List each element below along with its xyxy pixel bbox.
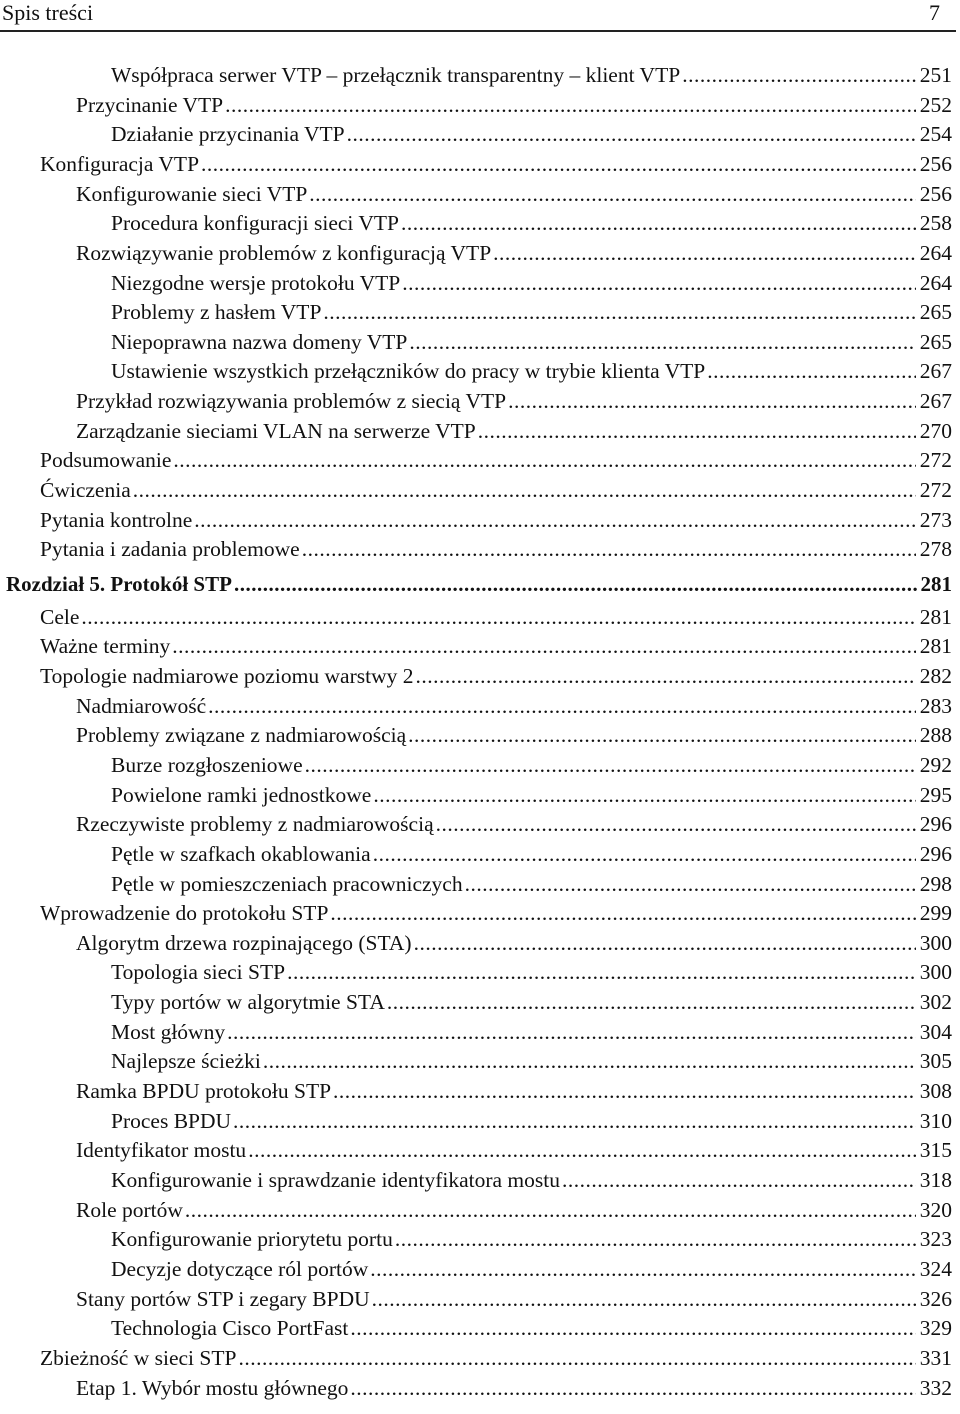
toc-entry-title: Przykład rozwiązywania problemów z siecią VTP [76, 389, 507, 413]
toc-entry[interactable] [76, 1197, 952, 1223]
toc-entry-page-number: 267 [919, 359, 952, 383]
toc-entry[interactable] [111, 1019, 952, 1045]
toc-entry-title: Cele [40, 605, 80, 629]
toc-dot-leader [347, 121, 916, 147]
toc-dot-leader [372, 1286, 916, 1312]
toc-dot-leader [173, 447, 915, 473]
toc-entry[interactable] [40, 477, 952, 503]
toc-entry-page-number: 270 [919, 419, 952, 443]
toc-dot-leader [225, 92, 916, 118]
toc-entry-title: Decyzje dotyczące ról portów [111, 1257, 369, 1281]
toc-entry[interactable] [111, 959, 952, 985]
toc-dot-leader [227, 1019, 916, 1045]
toc-dot-leader [81, 604, 915, 630]
toc-dot-leader [309, 181, 915, 207]
toc-entry-title: Rozdział 5. Protokół STP [6, 572, 232, 596]
toc-dot-leader [263, 1048, 916, 1074]
toc-entry[interactable] [40, 447, 952, 473]
toc-entry[interactable] [40, 151, 952, 177]
toc-dot-leader [414, 930, 916, 956]
toc-entry-page-number: 304 [919, 1020, 952, 1044]
toc-entry[interactable] [111, 1108, 952, 1134]
toc-entry-title: Ćwiczenia [40, 478, 131, 502]
toc-entry-page-number: 300 [919, 960, 952, 984]
toc-entry-page-number: 281 [919, 605, 952, 629]
toc-entry-page-number: 258 [919, 211, 952, 235]
toc-dot-leader [350, 1315, 915, 1341]
toc-entry-title: Podsumowanie [40, 448, 172, 472]
toc-entry[interactable] [111, 299, 952, 325]
toc-entry[interactable] [111, 1226, 952, 1252]
toc-entry[interactable] [111, 1167, 952, 1193]
toc-dot-leader [387, 989, 916, 1015]
toc-entry-page-number: 281 [919, 634, 952, 658]
toc-entry-page-number: 282 [919, 664, 952, 688]
header-title: Spis treści [2, 0, 94, 25]
toc-entry-page-number: 252 [919, 93, 952, 117]
toc-entry[interactable] [40, 604, 952, 630]
toc-dot-leader [707, 358, 915, 384]
toc-dot-leader [401, 210, 916, 236]
toc-entry-page-number: 292 [919, 753, 952, 777]
toc-dot-leader [409, 329, 915, 355]
toc-entry-title: Współpraca serwer VTP – przełącznik transparentny – klient VTP [111, 63, 681, 87]
toc-entry[interactable] [40, 507, 952, 533]
toc-entry-title: Konfigurowanie priorytetu portu [111, 1227, 393, 1251]
toc-entry-title: Role portów [76, 1198, 183, 1222]
toc-entry-title: Technologia Cisco PortFast [111, 1316, 349, 1340]
toc-entry-page-number: 272 [919, 478, 952, 502]
toc-dot-leader [133, 477, 916, 503]
toc-entry-title: Ważne terminy [40, 634, 171, 658]
toc-entry-title: Ramka BPDU protokołu STP [76, 1079, 332, 1103]
toc-entry[interactable] [111, 358, 952, 384]
toc-dot-leader [323, 299, 915, 325]
toc-dot-leader [373, 841, 916, 867]
toc-entry[interactable] [76, 722, 952, 748]
toc-entry-page-number: 331 [919, 1346, 952, 1370]
toc-entry-page-number: 281 [920, 572, 952, 596]
toc-entry-title: Pytania kontrolne [40, 508, 193, 532]
toc-dot-leader [248, 1137, 916, 1163]
toc-entry-page-number: 300 [919, 931, 952, 955]
toc-entry-title: Wprowadzenie do protokołu STP [40, 901, 329, 925]
toc-entry[interactable] [111, 62, 952, 88]
toc-entry[interactable] [40, 536, 952, 562]
toc-entry-title: Działanie przycinania VTP [111, 122, 345, 146]
toc-entry-page-number: 273 [919, 508, 952, 532]
toc-entry-title: Pętle w pomieszczeniach pracowniczych [111, 872, 463, 896]
toc-entry-title: Problemy z hasłem VTP [111, 300, 322, 324]
toc-dot-leader [682, 62, 916, 88]
toc-entry[interactable] [40, 663, 952, 689]
toc-entry[interactable] [40, 1345, 952, 1371]
header-page-number: 7 [929, 0, 940, 25]
toc-dot-leader [305, 752, 916, 778]
toc-entry-title: Najlepsze ścieżki [111, 1049, 261, 1073]
toc-entry-title: Etap 1. Wybór mostu głównego [76, 1376, 349, 1400]
toc-entry-page-number: 329 [919, 1316, 952, 1340]
toc-entry-page-number: 332 [919, 1376, 952, 1400]
toc-entry-page-number: 264 [919, 241, 952, 265]
toc-entry-page-number: 272 [919, 448, 952, 472]
toc-dot-leader [493, 240, 916, 266]
toc-entry[interactable] [111, 989, 952, 1015]
toc-entry-title: Ustawienie wszystkich przełączników do pracy w trybie klienta VTP [111, 359, 706, 383]
toc-dot-leader [333, 1078, 916, 1104]
toc-entry-page-number: 320 [919, 1198, 952, 1222]
toc-entry-title: Problemy związane z nadmiarowością [76, 723, 407, 747]
toc-entry[interactable] [40, 900, 952, 926]
toc-entry[interactable] [111, 752, 952, 778]
toc-entry-title: Konfigurowanie i sprawdzanie identyfikatora mostu [111, 1168, 560, 1192]
toc-dot-leader [302, 536, 916, 562]
toc-entry[interactable] [111, 329, 952, 355]
toc-entry-title: Pętle w szafkach okablowania [111, 842, 371, 866]
toc-entry-page-number: 265 [919, 300, 952, 324]
toc-entry[interactable] [40, 633, 952, 659]
toc-entry-page-number: 254 [919, 122, 952, 146]
toc-dot-leader [395, 1226, 916, 1252]
toc-entry-title: Powielone ramki jednostkowe [111, 783, 372, 807]
toc-entry-title: Proces BPDU [111, 1109, 232, 1133]
toc-entry[interactable] [111, 841, 952, 867]
toc-dot-leader [562, 1167, 916, 1193]
toc-entry-page-number: 302 [919, 990, 952, 1014]
toc-dot-leader [508, 388, 916, 414]
toc-entry[interactable] [111, 121, 952, 147]
toc-dot-leader [350, 1375, 915, 1401]
toc-entry[interactable] [76, 388, 952, 414]
toc-dot-leader [415, 663, 915, 689]
toc-entry[interactable] [111, 270, 952, 296]
toc-entry-page-number: 296 [919, 812, 952, 836]
toc-entry-page-number: 295 [919, 783, 952, 807]
toc-entry[interactable] [76, 418, 952, 444]
toc-entry[interactable] [76, 1137, 952, 1163]
toc-entry-page-number: 256 [919, 182, 952, 206]
toc-entry[interactable] [76, 1286, 952, 1312]
toc-entry[interactable] [111, 782, 952, 808]
toc-entry-page-number: 288 [919, 723, 952, 747]
toc-entry-title: Rzeczywiste problemy z nadmiarowością [76, 812, 434, 836]
toc-entry-title: Przycinanie VTP [76, 93, 224, 117]
toc-entry[interactable] [76, 240, 952, 266]
toc-entry-page-number: 318 [919, 1168, 952, 1192]
toc-entry-page-number: 315 [919, 1138, 952, 1162]
toc-entry[interactable] [76, 1375, 952, 1401]
toc-entry-title: Zbieżność w sieci STP [40, 1346, 237, 1370]
toc-dot-leader [194, 507, 915, 533]
toc-entry-page-number: 323 [919, 1227, 952, 1251]
toc-entry-page-number: 324 [919, 1257, 952, 1281]
toc-entry-title: Burze rozgłoszeniowe [111, 753, 303, 777]
toc-entry-title: Stany portów STP i zegary BPDU [76, 1287, 370, 1311]
toc-entry[interactable] [111, 1048, 952, 1074]
toc-entry-title: Zarządzanie sieciami VLAN na serwerze VTP [76, 419, 476, 443]
toc-entry-title: Procedura konfiguracji sieci VTP [111, 211, 399, 235]
toc-entry-page-number: 296 [919, 842, 952, 866]
toc-entry-page-number: 298 [919, 872, 952, 896]
toc-dot-leader [402, 270, 916, 296]
toc-dot-leader [436, 811, 916, 837]
toc-entry-page-number: 251 [919, 63, 952, 87]
toc-entry[interactable] [111, 1315, 952, 1341]
toc-entry[interactable] [111, 871, 952, 897]
toc-dot-leader [465, 871, 916, 897]
toc-entry-title: Algorytm drzewa rozpinającego (STA) [76, 931, 412, 955]
toc-dot-leader [408, 722, 916, 748]
toc-dot-leader [287, 959, 916, 985]
toc-entry[interactable] [76, 1078, 952, 1104]
toc-entry-page-number: 299 [919, 901, 952, 925]
toc-entry[interactable] [76, 181, 952, 207]
toc-entry-title: Konfiguracja VTP [40, 152, 200, 176]
toc-entry[interactable] [76, 693, 952, 719]
toc-entry-title: Nadmiarowość [76, 694, 207, 718]
toc-entry-page-number: 308 [919, 1079, 952, 1103]
toc-entry-page-number: 265 [919, 330, 952, 354]
toc-entry-title: Konfigurowanie sieci VTP [76, 182, 308, 206]
toc-dot-leader [370, 1256, 915, 1282]
toc-entry-page-number: 278 [919, 537, 952, 561]
toc-dot-leader [330, 900, 915, 926]
toc-entry-page-number: 283 [919, 694, 952, 718]
toc-entry-page-number: 264 [919, 271, 952, 295]
toc-entry[interactable] [76, 930, 952, 956]
toc-entry-title: Niepoprawna nazwa domeny VTP [111, 330, 408, 354]
toc-entry-page-number: 256 [919, 152, 952, 176]
toc-entry-title: Rozwiązywanie problemów z konfiguracją VTP [76, 241, 492, 265]
toc-dot-leader [172, 633, 916, 659]
toc-entry-page-number: 326 [919, 1287, 952, 1311]
toc-dot-leader [185, 1197, 916, 1223]
toc-dot-leader [478, 418, 916, 444]
toc-entry-title: Typy portów w algorytmie STA [111, 990, 385, 1014]
toc-entry[interactable] [111, 1256, 952, 1282]
toc-entry[interactable] [76, 811, 952, 837]
toc-entry-title: Most główny [111, 1020, 226, 1044]
toc-entry[interactable] [76, 92, 952, 118]
toc-entry-title: Topologia sieci STP [111, 960, 286, 984]
toc-entry-title: Identyfikator mostu [76, 1138, 247, 1162]
toc-entry-page-number: 305 [919, 1049, 952, 1073]
toc-dot-leader [201, 151, 916, 177]
toc-dot-leader [208, 693, 916, 719]
toc-dot-leader [233, 1108, 916, 1134]
toc-chapter-heading[interactable] [6, 571, 952, 597]
toc-entry-page-number: 310 [919, 1109, 952, 1133]
toc-entry-title: Pytania i zadania problemowe [40, 537, 300, 561]
toc-dot-leader [373, 782, 915, 808]
toc-entry[interactable] [111, 210, 952, 236]
toc-dot-leader [234, 571, 917, 597]
toc-entry-page-number: 267 [919, 389, 952, 413]
toc-entry-title: Topologie nadmiarowe poziomu warstwy 2 [40, 664, 414, 688]
toc-dot-leader [238, 1345, 915, 1371]
toc-entry-title: Niezgodne wersje protokołu VTP [111, 271, 401, 295]
